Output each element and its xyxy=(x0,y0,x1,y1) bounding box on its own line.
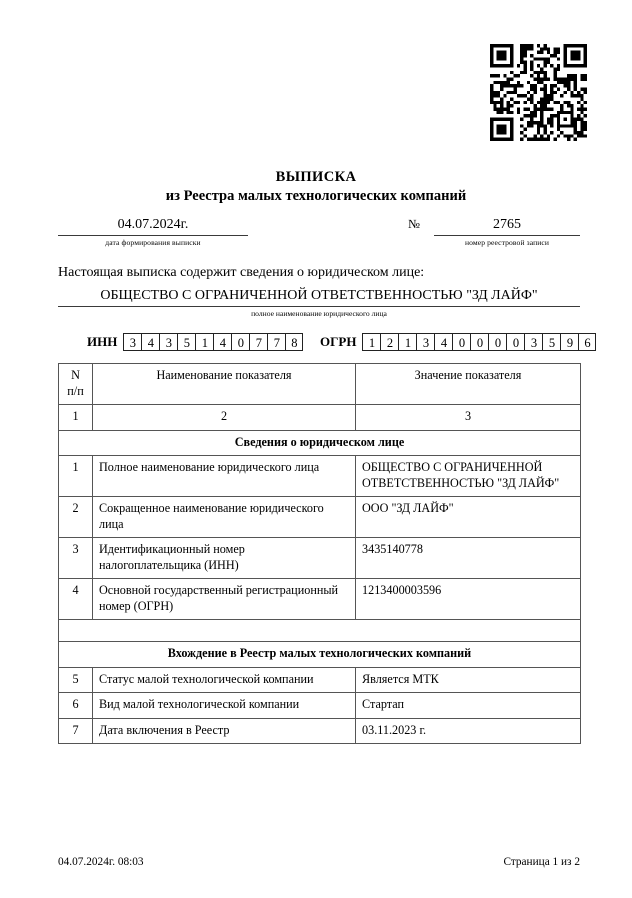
digit-box-3: 1 xyxy=(398,333,416,351)
registry-table xyxy=(58,363,581,744)
row-number: 5 xyxy=(59,667,93,693)
digit-box-1: 1 xyxy=(362,333,380,351)
row-indicator-name: Основной государственный регистрационный номер (ОГРН) xyxy=(93,579,356,620)
ogrn-digit-boxes xyxy=(362,333,596,351)
digit-box-13: 6 xyxy=(578,333,596,351)
qr-code-graphic xyxy=(489,44,588,141)
table-row xyxy=(59,497,581,538)
registry-number-value: 2765 xyxy=(434,216,580,236)
header-cell-num xyxy=(59,364,93,405)
digit-box-5: 4 xyxy=(434,333,452,351)
table-row xyxy=(59,538,581,579)
footer-timestamp: 04.07.2024г. 08:03 xyxy=(58,856,144,868)
registry-table-body xyxy=(59,364,581,744)
column-number-1: 1 xyxy=(59,405,93,431)
qr-code xyxy=(489,44,588,141)
row-indicator-value: Стартап xyxy=(356,693,581,719)
formation-date-field xyxy=(58,216,248,248)
meta-row xyxy=(58,216,580,256)
row-number: 6 xyxy=(59,693,93,719)
inn-digit-boxes xyxy=(123,333,303,351)
table-section-row xyxy=(59,642,581,668)
digit-box-11: 5 xyxy=(542,333,560,351)
digit-box-5: 1 xyxy=(195,333,213,351)
identifier-codes xyxy=(58,333,591,355)
digit-box-7: 0 xyxy=(470,333,488,351)
digit-box-10: 3 xyxy=(524,333,542,351)
table-row xyxy=(59,693,581,719)
table-spacer-cell xyxy=(59,620,581,642)
header-cell-value: Значение показателя xyxy=(356,364,581,405)
digit-box-7: 0 xyxy=(231,333,249,351)
row-indicator-value: ОБЩЕСТВО С ОГРАНИЧЕННОЙ ОТВЕТСТВЕННОСТЬЮ "ЗД ЛАЙФ" xyxy=(356,456,581,497)
digit-box-4: 5 xyxy=(177,333,195,351)
page-footer xyxy=(58,855,580,870)
digit-box-6: 4 xyxy=(213,333,231,351)
entity-name-value: ОБЩЕСТВО С ОГРАНИЧЕННОЙ ОТВЕТСТВЕННОСТЬЮ "ЗД ЛАЙФ" xyxy=(58,286,580,307)
table-row xyxy=(59,579,581,620)
column-number-2: 2 xyxy=(93,405,356,431)
row-indicator-value: ООО "ЗД ЛАЙФ" xyxy=(356,497,581,538)
entity-name-caption: полное наименование юридического лица xyxy=(251,309,387,318)
row-number: 1 xyxy=(59,456,93,497)
digit-box-2: 4 xyxy=(141,333,159,351)
row-indicator-name: Сокращенное наименование юридического лица xyxy=(93,497,356,538)
title-line-2: из Реестра малых технологических компаний xyxy=(165,188,467,204)
title-line-1: ВЫПИСКА xyxy=(275,169,357,185)
header-num-line2: п/п xyxy=(67,383,84,398)
row-indicator-name: Идентификационный номер налогоплательщика (ИНН) xyxy=(93,538,356,579)
digit-box-8: 0 xyxy=(488,333,506,351)
registry-number-field xyxy=(434,216,580,248)
table-row xyxy=(59,456,581,497)
row-indicator-name: Статус малой технологической компании xyxy=(93,667,356,693)
table-header-row xyxy=(59,364,581,405)
number-symbol: № xyxy=(408,217,420,231)
table-row xyxy=(59,718,581,744)
ogrn-label: ОГРН xyxy=(320,334,357,349)
digit-box-8: 7 xyxy=(249,333,267,351)
document-title xyxy=(0,168,632,206)
digit-box-2: 2 xyxy=(380,333,398,351)
ogrn-group xyxy=(320,333,596,351)
lead-sentence: Настоящая выписка содержит сведения о юридическом лице: xyxy=(58,265,425,280)
digit-box-9: 7 xyxy=(267,333,285,351)
table-column-number-row xyxy=(59,405,581,431)
row-indicator-value: 03.11.2023 г. xyxy=(356,718,581,744)
digit-box-6: 0 xyxy=(452,333,470,351)
digit-box-3: 3 xyxy=(159,333,177,351)
row-number: 3 xyxy=(59,538,93,579)
formation-date-caption: дата формирования выписки xyxy=(105,238,201,247)
footer-page-label: Страница 1 из 2 xyxy=(503,856,580,868)
formation-date-value: 04.07.2024г. xyxy=(58,216,248,236)
entity-name-field xyxy=(58,286,580,319)
table-row xyxy=(59,667,581,693)
digit-box-9: 0 xyxy=(506,333,524,351)
table-section-row xyxy=(59,430,581,456)
column-number-3: 3 xyxy=(356,405,581,431)
header-num-line1: N xyxy=(71,368,80,382)
row-number: 7 xyxy=(59,718,93,744)
row-indicator-name: Полное наименование юридического лица xyxy=(93,456,356,497)
row-number: 2 xyxy=(59,497,93,538)
section-title: Сведения о юридическом лице xyxy=(59,430,581,456)
row-indicator-value: Является МТК xyxy=(356,667,581,693)
header-cell-name: Наименование показателя xyxy=(93,364,356,405)
registry-number-caption: номер реестровой записи xyxy=(464,238,550,247)
row-number: 4 xyxy=(59,579,93,620)
row-indicator-value: 1213400003596 xyxy=(356,579,581,620)
inn-label: ИНН xyxy=(87,334,118,349)
row-indicator-value: 3435140778 xyxy=(356,538,581,579)
digit-box-10: 8 xyxy=(285,333,303,351)
digit-box-1: 3 xyxy=(123,333,141,351)
row-indicator-name: Вид малой технологической компании xyxy=(93,693,356,719)
row-indicator-name: Дата включения в Реестр xyxy=(93,718,356,744)
section-title: Вхождение в Реестр малых технологических компаний xyxy=(59,642,581,668)
inn-group xyxy=(87,333,303,351)
digit-box-4: 3 xyxy=(416,333,434,351)
table-spacer-row xyxy=(59,620,581,642)
digit-box-12: 9 xyxy=(560,333,578,351)
